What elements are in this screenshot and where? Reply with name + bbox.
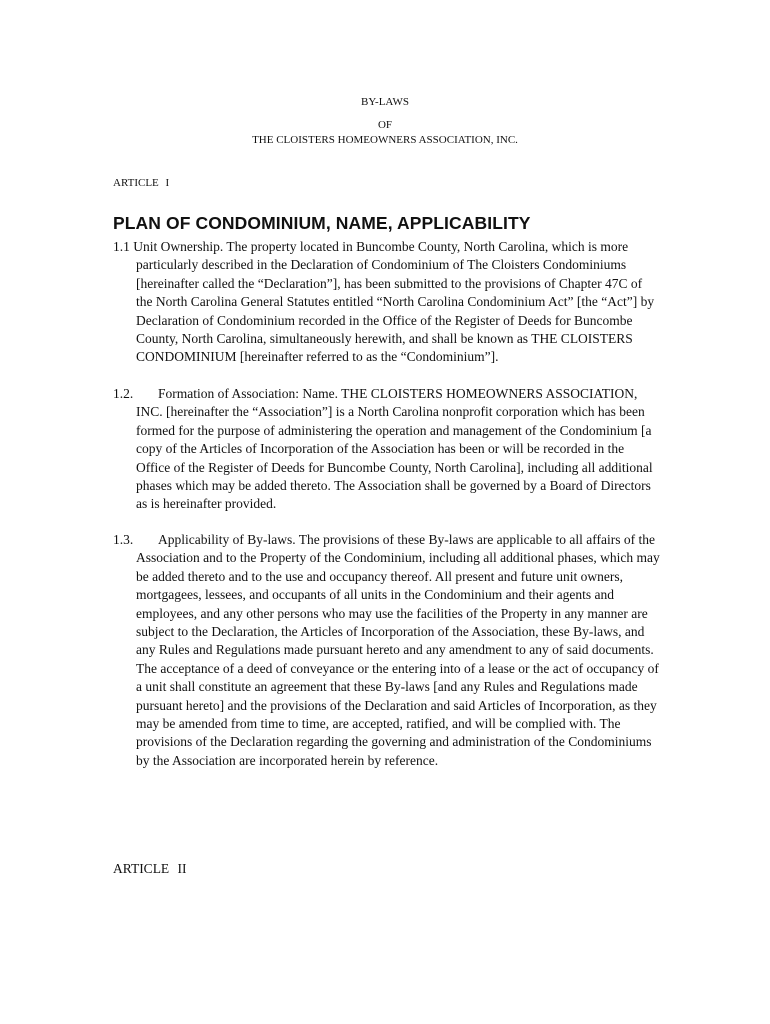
section-1-2-text: Formation of Association: Name. THE CLOISTERS HOMEOWNERS ASSOCIATION, INC. [hereinafter the “Association”] is a North Carolina nonprofit corporation which has been formed for the purpose of administering the operation and management of the Condominium [a copy of the Articles of Incorporation of the Association has been or will be recorded in the Office of the Register of Deeds for Buncombe County, North Carolina], including all additional phases which may be added thereto. The Association shall be governed by a Board of Directors as is hereinafter provided.: [136, 386, 653, 512]
section-1-3-number: 1.3.: [113, 532, 134, 547]
doc-title-bylaws: BY-LAWS: [360, 96, 409, 108]
doc-title-association: THE CLOISTERS HOMEOWNERS ASSOCIATION, INC.: [252, 134, 518, 146]
section-1-3-text: Applicability of By-laws. The provisions of these By-laws are applicable to all affairs of the Association and to the Property of the Condominium, including all additional phases, which may be added thereto and to the use and occupancy thereof. All present and future unit owners, mortgagees, lessees, and occupants of all units in the Condominium and their agents and employees, and any other persons who may use the facilities of the Property in any manner are subject to the Declaration, the Articles of Incorporation of the Association, these By-laws, and any Rules and Regulations made pursuant hereto and any amendment to any of said documents. The acceptance of a deed of conveyance or the entering into of a lease or the act of occupancy of a unit shall constitute an agreement that these By-laws [and any Rules and Regulations made pursuant hereto] and the provisions of the Declaration and said Articles of Incorporation, as they may be amended from time to time, are accepted, ratified, and will be complied with. The provisions of the Declaration regarding the governing and administration of the Condominiums by the Association are incorporated herein by reference.: [136, 532, 660, 768]
article-1-label: ARTICLE I: [113, 177, 170, 189]
section-1-1-text: 1.1 Unit Ownership. The property located in Buncombe County, North Carolina, which is more particularly described in the Declaration of Condominium of The Cloisters Condominiums [hereinafter called the “Declaration”], has been submitted to the provisions of Chapter 47C of the North Carolina General Statutes entitled “North Carolina Condominium Act” [the “Act”] by Declaration of Condominium recorded in the Office of the Register of Deeds for Buncombe County, North Carolina, simultaneously herewith, and shall be known as THE CLOISTERS CONDOMINIUM [hereinafter referred to as the “Condominium”].: [113, 239, 655, 365]
article-2-label: ARTICLE II: [113, 861, 187, 876]
section-1-1: [113, 238, 661, 367]
doc-title-of: OF: [377, 119, 393, 131]
section-1-3: [113, 531, 661, 770]
section-1-2: [113, 385, 661, 514]
article-1-title: PLAN OF CONDOMINIUM, NAME, APPLICABILITY: [113, 213, 531, 233]
section-1-2-number: 1.2.: [113, 386, 134, 401]
